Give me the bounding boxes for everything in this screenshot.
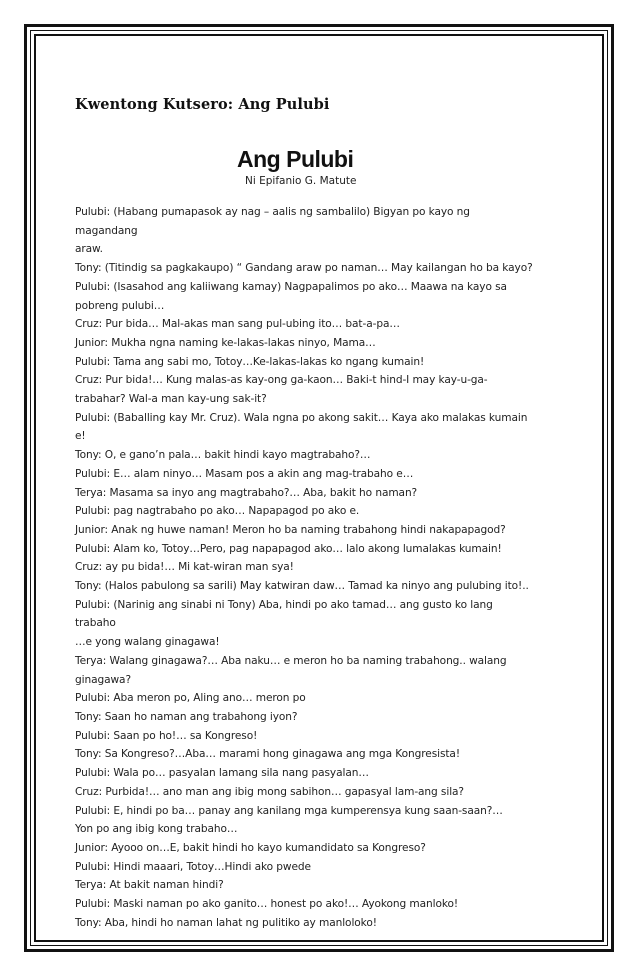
dialogue-line: Cruz: ay pu bida!… Mi kat-wiran man sya!	[75, 561, 294, 574]
dialogue-line: araw.	[75, 243, 103, 256]
dialogue-line: Pulubi: Wala po… pasyalan lamang sila nang pasyalan…	[75, 767, 369, 780]
dialogue-line: Pulubi: (Baballing kay Mr. Cruz). Wala ngna po akong sakit… Kaya ako malakas kumain	[75, 411, 528, 424]
dialogue-line: Pulubi: Saan po ho!… sa Kongreso!	[75, 729, 258, 742]
dialogue-line: Pulubi: Maski naman po ako ganito… honest po ako!… Ayokong manloko!	[75, 898, 459, 911]
dialogue-line: ginagawa?	[75, 673, 131, 686]
dialogue-line: trabaho	[75, 617, 116, 630]
dialogue-line: …e yong walang ginagawa!	[75, 636, 220, 649]
story-title: Ang Pulubi	[237, 146, 354, 172]
dialogue-line: Pulubi: Hindi maaari, Totoy…Hindi ako pwede	[75, 860, 311, 873]
dialogue-line: Terya: Masama sa inyo ang magtrabaho?… Aba, bakit ho naman?	[75, 486, 418, 499]
dialogue-line: Junior: Mukha ngna naming ke-lakas-lakas ninyo, Mama…	[75, 336, 376, 349]
dialogue-line: Cruz: Pur bida… Mal-akas man sang pul-ubing ito… bat-a-pa…	[75, 318, 400, 331]
dialogue-line: Tony: Aba, hindi ho naman lahat ng pulitiko ay manloloko!	[75, 916, 377, 929]
dialogue-line: Junior: Anak ng huwe naman! Meron ho ba naming trabahong hindi nakapapagod?	[75, 523, 506, 536]
dialogue-line: Pulubi: Aba meron po, Aling ano… meron po	[75, 692, 306, 705]
document-heading: Kwentong Kutsero: Ang Pulubi	[75, 96, 330, 113]
dialogue-line: Pulubi: (Habang pumapasok ay nag – aalis ng sambalilo) Bigyan po kayo ng	[75, 206, 470, 218]
dialogue-line: Pulubi: (Isasahod ang kaliiwang kamay) Nagpapalimos po ako… Maawa na kayo sa	[75, 280, 507, 293]
dialogue-line: Tony: Saan ho naman ang trabahong iyon?	[75, 710, 298, 723]
dialogue-line: Cruz: Pur bida!… Kung malas-as kay-ong ga-kaon… Baki-t hind-I may kay-u-ga-	[75, 374, 488, 387]
dialogue-line: Pulubi: (Narinig ang sinabi ni Tony) Aba, hindi po ako tamad… ang gusto ko lang	[75, 598, 493, 611]
dialogue-line: Pulubi: pag nagtrabaho po ako… Napapagod po ako e.	[75, 505, 360, 518]
dialogue-line: Tony: Sa Kongreso?…Aba… marami hong ginagawa ang mga Kongresista!	[75, 748, 460, 761]
dialogue-line: magandang	[75, 224, 138, 237]
dialogue-list	[75, 203, 570, 932]
dialogue-line: trabahar? Wal-a man kay-ung sak-it?	[75, 393, 267, 406]
dialogue-line: Terya: At bakit naman hindi?	[75, 879, 224, 892]
dialogue-line: pobreng pulubi…	[75, 299, 165, 312]
document-content	[75, 96, 570, 932]
dialogue-line: Tony: (Halos pabulong sa sarili) May katwiran daw… Tamad ka ninyo ang pulubing ito!..	[75, 580, 529, 593]
dialogue-line: Junior: Ayooo on…E, bakit hindi ho kayo kumandidato sa Kongreso?	[75, 841, 426, 854]
dialogue-line: Yon po ang ibig kong trabaho…	[75, 823, 238, 836]
story-author: Ni Epifanio G. Matute	[245, 175, 357, 187]
dialogue-line: Pulubi: Tama ang sabi mo, Totoy…Ke-lakas-lakas ko ngang kumain!	[75, 355, 425, 368]
dialogue-line: e!	[75, 430, 86, 443]
dialogue-line: Pulubi: E… alam ninyo… Masam pos a akin ang mag-trabaho e…	[75, 467, 414, 480]
dialogue-line: Pulubi: Alam ko, Totoy…Pero, pag napapagod ako… lalo akong lumalakas kumain!	[75, 542, 502, 555]
dialogue-line: Cruz: Purbida!… ano man ang ibig mong sabihon… gapasyal lam-ang sila?	[75, 785, 464, 798]
dialogue-line: Pulubi: E, hindi po ba… panay ang kanilang mga kumperensya kung saan-saan?…	[75, 804, 503, 817]
dialogue-line: Terya: Walang ginagawa?… Aba naku… e meron ho ba naming trabahong.. walang	[75, 654, 507, 667]
dialogue-line: Tony: O, e gano’n pala… bakit hindi kayo magtrabaho?…	[75, 449, 371, 462]
dialogue-line: Tony: (Titindig sa pagkakaupo) “ Gandang araw po naman… May kailangan ho ba kayo?	[75, 262, 533, 275]
